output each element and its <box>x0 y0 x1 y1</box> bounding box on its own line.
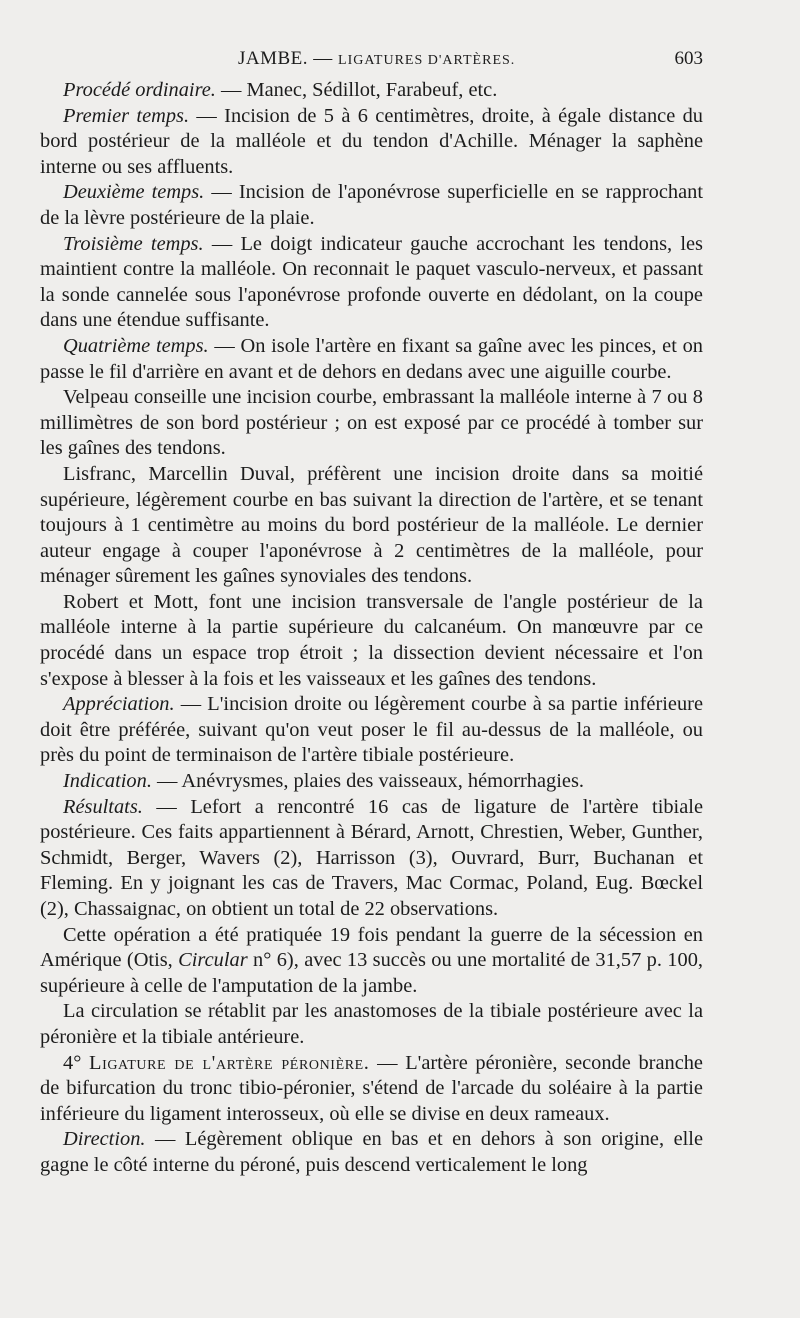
paragraph-quatrieme-temps <box>40 334 703 385</box>
paragraph-text: — L'artère péronière, seconde branche de bifurcation du tronc tibio-péronier, s'étend de l'arcade du soléaire à la partie inférieure du ligament interosseux, où elle se divise en deux rameaux. <box>40 1051 703 1125</box>
paragraph-text: — Incision de l'aponévrose superficielle en se rapprochant de la lèvre postérieure de la plaie. <box>40 181 703 229</box>
running-title-sub: LIGATURES D'ARTÈRES. <box>338 53 516 68</box>
paragraph-text: Robert et Mott, font une incision transversale de l'angle postérieur de la malléole interne à la partie supérieure du calcanéum. On manœuvre par ce procédé dans un espace trop étroit ; la dissection devient nécessaire et l'on s'expose à blesser à la fois et les vaisseaux et les gaînes des tendons. <box>40 590 703 690</box>
paragraph-lead: Indication. <box>63 770 152 793</box>
paragraph-text: — Le doigt indicateur gauche accrochant les tendons, les maintient contre la malléole. On reconnait le paquet vasculo-nerveux, et passant la sonde cannelée sous l'aponévrose profonde ouverte en dédolant, on la coupe dans une étendue suffisante. <box>40 232 703 332</box>
paragraph-text: Lisfranc, Marcellin Duval, préfèrent une incision droite dans sa moitié supérieure, légèrement courbe en bas suivant la direction de l'artère, et se tenant toujours à 1 centimètre au moins du bord postérieur de la malléole. Le dernier auteur engage à couper l'aponévrose à 2 centimètres de la malléole, pour ménager sûrement les gaînes synoviales des tendons. <box>40 462 703 588</box>
paragraph-circulation <box>40 999 703 1050</box>
paragraph-secession <box>40 923 703 1000</box>
paragraph-text: n° 6), avec 13 succès ou une mortalité de 31,57 p. 100, supérieure à celle de l'amputation de la jambe. <box>40 949 703 997</box>
paragraph-text: — Incision de 5 à 6 centimètres, droite, à égale distance du bord postérieur de la malléole et du tendon d'Achille. Ménager la saphène interne ou ses affluents. <box>40 104 703 178</box>
paragraph-lead: Deuxième temps. <box>63 181 205 204</box>
paragraph-lead: Appréciation. <box>63 693 175 716</box>
paragraph-italic-citation: Circular <box>178 949 248 972</box>
paragraph-text: — Lefort a rencontré 16 cas de ligature de l'artère tibiale postérieure. Ces faits appartiennent à Bérard, Arnott, Chrestien, Weber, Gunther, Schmidt, Berger, Wavers (2), Harrisson (3), Ouvrard, Burr, Buchanan et Fleming. En y joignant les cas de Travers, Mac Cormac, Poland, Eug. Bœckel (2), Chassaignac, on obtient un total de 22 observations. <box>40 795 703 920</box>
paragraph-text: — L'incision droite ou légèrement courbe à sa partie inférieure doit être préférée, suivant qu'on veut poser le fil au-dessus de la malléole, ou près du point de terminaison de l'artère tibiale postérieure. <box>40 693 703 767</box>
paragraph-lead: Direction. <box>63 1128 146 1151</box>
running-title-main: JAMBE. <box>238 48 309 69</box>
paragraph-resultats <box>40 795 703 923</box>
paragraph-text: — Manec, Sédillot, Farabeuf, etc. <box>215 79 498 101</box>
paragraph-deuxieme-temps <box>40 180 703 231</box>
paragraph-lead: Premier temps. <box>63 104 190 127</box>
paragraph-text: — Anévrysmes, plaies des vaisseaux, hémorrhagies. <box>151 770 584 793</box>
paragraph-lisfranc <box>40 462 703 590</box>
paragraph-lead: Troisième temps. <box>63 232 204 255</box>
paragraph-lead: Quatrième temps. <box>63 334 209 357</box>
body-text <box>40 78 703 1179</box>
paragraph-lead: Résultats. <box>63 795 143 818</box>
paragraph-text: Velpeau conseille une incision courbe, embrassant la malléole interne à 7 ou 8 millimètres de son bord postérieur ; on est exposé par ce procédé à tomber sur les gaînes des tendons. <box>40 386 703 460</box>
page-number: 603 <box>674 48 703 69</box>
paragraph-troisieme-temps <box>40 232 703 334</box>
paragraph-premier-temps <box>40 104 703 181</box>
paragraph-text: — On isole l'artère en fixant sa gaîne avec les pinces, et on passe le fil d'arrière en avant et de dehors en dedans avec une aiguille courbe. <box>40 334 703 383</box>
paragraph-text: — Légèrement oblique en bas et en dehors à son origine, elle gagne le côté interne du péroné, puis descend verticalement le long <box>40 1128 703 1176</box>
paragraph-procede-ordinaire <box>40 78 703 104</box>
paragraph-indication <box>40 769 703 795</box>
paragraph-velpeau <box>40 385 703 462</box>
section-heading: Ligature de l'artère péronière. <box>89 1051 370 1074</box>
paragraph-lead: Procédé ordinaire. <box>63 79 216 101</box>
running-title-dash: — <box>313 48 333 69</box>
paragraph-direction <box>40 1127 703 1178</box>
paragraph-ligature-peroniere <box>40 1051 703 1128</box>
paragraph-appreciation <box>40 692 703 769</box>
section-number: 4° <box>63 1051 82 1074</box>
paragraph-robert-mott <box>40 590 703 692</box>
paragraph-text: La circulation se rétablit par les anastomoses de la tibiale postérieure avec la péronière et la tibiale antérieure. <box>40 1000 703 1048</box>
paragraph-text: Cette opération a été pratiquée 19 fois pendant la guerre de la sécession en Amérique (Otis, <box>40 923 703 972</box>
running-header <box>60 46 703 72</box>
running-title <box>238 46 515 74</box>
